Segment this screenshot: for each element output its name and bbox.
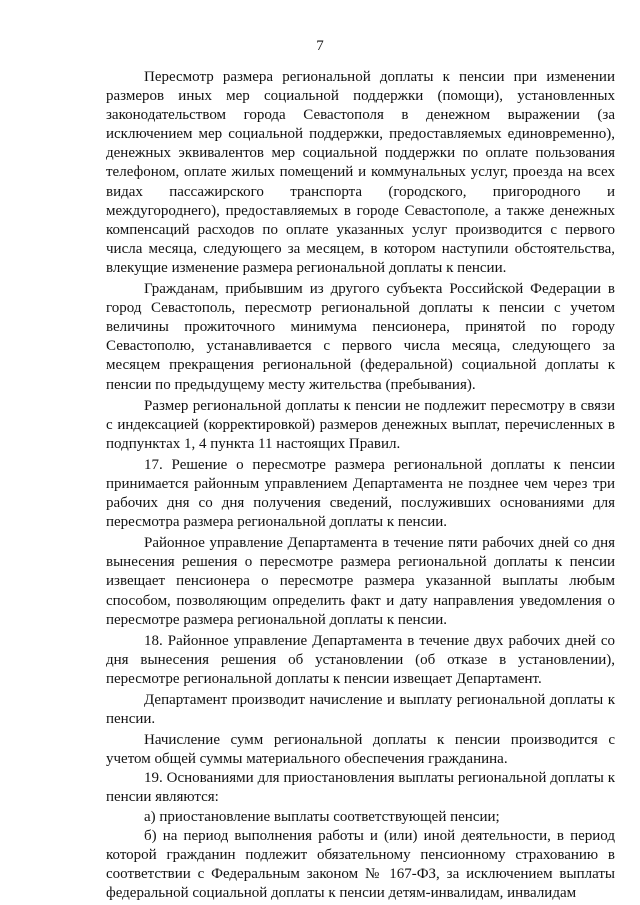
paragraph-revision-other-support: Пересмотр размера региональной доплаты к пенсии при изменении размеров иных мер социальной поддержки (помощи), установленных законодательством города Севастополя в денежном выражении (за исключением мер социальной поддержки, предоставляемых единовременно), денежных эквивалентов мер социальной поддержки по оплате пользования телефоном, оплате жилых помещений и коммунальных услуг, проезда на всех видах пассажирского транспорта (городского, пригородного и междугороднего), предоставляемых в городе Севастополе, а также денежных компенсаций расходов по оплате указанных услуг производится с первого числа месяца, следующего за месяцем, в котором наступили обстоятельства, влекущие изменение размера региональной доплаты к пенсии.	[106, 69, 615, 276]
paragraph-department-payment: Департамент производит начисление и выплату региональной доплаты к пенсии.	[106, 692, 615, 728]
paragraph-arrived-citizens: Гражданам, прибывшим из другого субъекта Российской Федерации в город Севастополь, пересмотр региональной доплаты к пенсии с учетом величины прожиточного минимума пенсионера, принятой по городу Севастополю, устанавливается с первого числа месяца, следующего за месяцем прекращения региональной (федеральной) социальной доплаты к пенсии по предыдущему месту жительства (пребывания).	[106, 281, 615, 393]
paragraph-accrual: Начисление сумм региональной доплаты к пенсии производится с учетом общей суммы материального обеспечения гражданина.	[106, 732, 615, 768]
paragraph-point-19: 19. Основаниями для приостановления выплаты региональной доплаты к пенсии являются:	[106, 770, 615, 806]
paragraph-notification: Районное управление Департамента в течение пяти рабочих дней со дня вынесения решения о пересмотре размера региональной доплаты к пенсии извещает пенсионера о пересмотре размера указанной выплаты любым способом, позволяющим определить факт и дату направления уведомления о пересмотре размера региональной доплаты к пенсии.	[106, 535, 615, 628]
list-item-b: б) на период выполнения работы и (или) иной деятельности, в период которой гражданин подлежит обязательному пенсионному страхованию в соответствии с Федеральным законом № 167-ФЗ, за исключением выплаты федеральной социальной доплаты к пенсии детям-инвалидам, инвалидам	[106, 827, 615, 901]
list-item-a: а) приостановление выплаты соответствующей пенсии;	[144, 808, 500, 825]
document-body	[106, 68, 615, 903]
paragraph-no-revision-indexation: Размер региональной доплаты к пенсии не подлежит пересмотру в связи с индексацией (корректировкой) размеров денежных выплат, перечисленных в подпунктах 1, 4 пункта 11 настоящих Правил.	[106, 397, 615, 452]
page-number: 7	[316, 38, 324, 54]
paragraph-point-18: 18. Районное управление Департамента в течение двух рабочих дней со дня вынесения решения об установлении (об отказе в установлении), пересмотре региональной доплаты к пенсии извещает Департамент.	[106, 632, 615, 687]
paragraph-point-17: 17. Решение о пересмотре размера региональной доплаты к пенсии принимается районным управлением Департамента не позднее чем через три рабочих дня со дня получения сведений, послуживших основаниями для пересмотра размера региональной доплаты к пенсии.	[106, 456, 615, 531]
